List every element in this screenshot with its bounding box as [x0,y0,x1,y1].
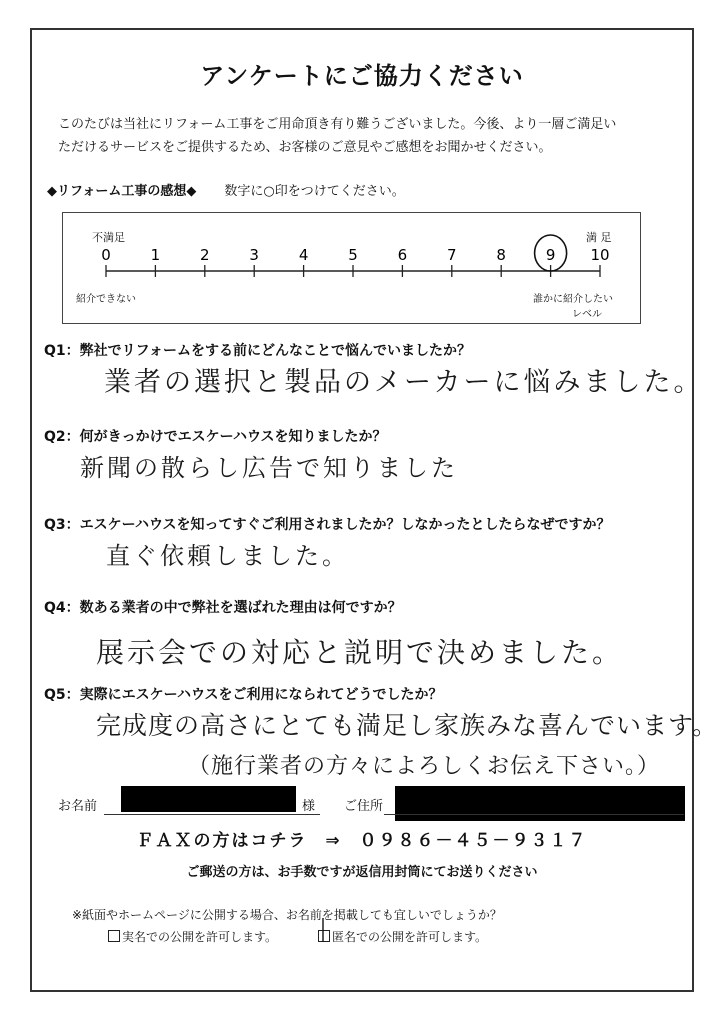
scale-high-sublabel-1: 誰かに紹介したい [533,294,613,305]
scale-high-sublabel-2: レベル [572,309,602,320]
checkbox-real-name[interactable] [108,930,120,942]
fax-label: ＦＡＸの方はコチラ [136,831,308,851]
rating-number-3[interactable]: 3 [249,246,259,264]
answer-5-line-1: 完成度の高さにとても満足し家族みな喜んでいます。 [96,711,719,740]
rating-number-10[interactable]: 10 [590,246,610,264]
rating-number-5[interactable]: 5 [348,246,358,264]
question-4: Q4：数ある業者の中で弊社を選ばれた理由は何ですか？ [44,600,402,616]
address-redaction [395,786,685,821]
address-underline [384,814,684,815]
rating-number-4[interactable]: 4 [298,246,309,264]
sama-label: 様 [302,799,316,814]
rating-number-6[interactable]: 6 [397,246,408,264]
answer-4: 展示会での対応と説明で決めました。 [96,636,624,669]
answer-5-line-2: （施行業者の方々によろしくお伝え下さい。） [188,754,661,779]
answer-2: 新聞の散らし広告で知りました [80,454,458,482]
intro-line-2: ただけるサービスをご提供するため、お客様のご意見やご感想をお聞かせください。 [58,140,552,155]
rating-number-7[interactable]: 7 [447,246,457,264]
rating-number-2[interactable]: 2 [200,246,210,264]
name-label: お名前 [58,799,98,814]
mail-note: ご郵送の方は、お手数ですが返信用封筒にてお送りください [186,865,538,880]
rating-scale [62,212,641,324]
rating-number-9[interactable]: 9 [545,246,556,264]
fax-number: ０９８６－４５－９３１７ [359,831,588,851]
rating-section-heading [47,180,405,199]
answer-3: 直ぐ依頼しました。 [106,542,349,570]
rating-heading: ◆リフォーム工事の感想◆ [47,184,197,199]
address-label: ご住所 [344,799,384,814]
question-1: Q1：弊社でリフォームをする前にどんなことで悩んでいましたか？ [44,343,471,359]
intro-text [58,113,616,159]
scale-low-label: 不満足 [92,231,125,244]
scale-high-label: 満 足 [586,231,612,244]
rating-number-1[interactable]: 1 [150,246,161,264]
intro-line-1: このたびは当社にリフォーム工事をご用命頂き有り難うございました。今後、より一層ご満足い [58,117,617,132]
scale-low-sublabel: 紹介できない [76,294,136,305]
rating-number-8[interactable]: 8 [496,246,506,264]
rating-number-0[interactable]: 0 [101,246,111,264]
option-anonymous-label: 匿名での公開を許可します。 [332,930,488,944]
option-anonymous[interactable] [318,928,487,945]
question-3: Q3：エスケーハウスを知ってすぐご利用されましたか？しなかったとしたらなぜですか？ [44,517,611,533]
question-2: Q2：何がきっかけでエスケーハウスを知りましたか？ [44,429,387,445]
rating-instruction: 数字に○印をつけてください。 [224,184,405,199]
fax-line [0,826,724,851]
checkmark-icon [316,918,330,944]
option-real-name-label: 実名での公開を許可します。 [122,930,278,944]
question-5: Q5：実際にエスケーハウスをご利用になられてどうでしたか？ [44,687,443,703]
fax-arrow-icon: ⇒ [325,831,342,851]
name-redaction [121,786,296,812]
name-underline [104,814,320,815]
page-title: アンケートにご協力ください [200,62,524,90]
answer-1: 業者の選択と製品のメーカーに悩みました。 [104,367,704,398]
publish-question: ※紙面やホームページに公開する場合、お名前を掲載しても宜しいでしょうか？ [72,908,502,922]
option-real-name[interactable] [108,928,277,945]
